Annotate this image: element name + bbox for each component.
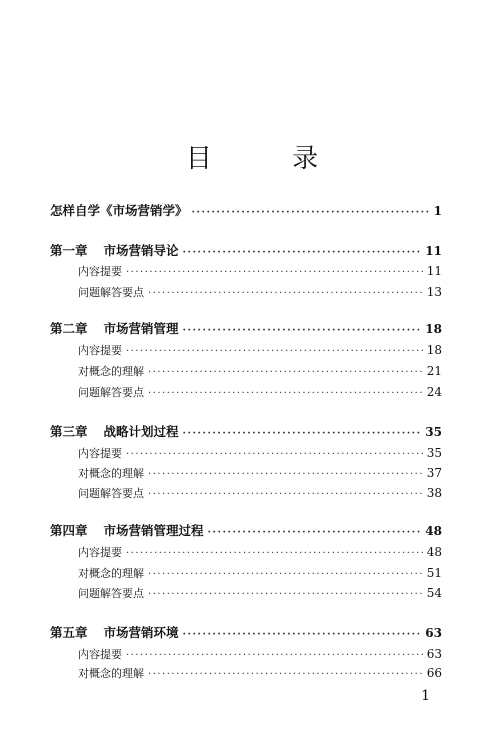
dot-leader <box>183 322 422 340</box>
toc-entry-label: 问题解答要点 <box>78 286 144 299</box>
toc-entry-page: 37 <box>426 466 442 480</box>
toc-entry-page: 18 <box>425 322 442 336</box>
toc-subentry[interactable] <box>78 283 442 301</box>
toc-entry-label: 问题解答要点 <box>78 386 144 399</box>
dot-leader <box>183 626 422 644</box>
toc-chapter-4[interactable] <box>50 522 442 540</box>
dot-leader <box>148 285 423 303</box>
toc-entry-label: 问题解答要点 <box>78 587 144 600</box>
toc-entry-page: 48 <box>425 524 442 538</box>
dot-leader <box>126 647 423 665</box>
toc-subentry[interactable] <box>78 584 442 602</box>
toc-subentry[interactable] <box>78 444 442 462</box>
toc-entry-label: 问题解答要点 <box>78 487 144 500</box>
toc-entry-intro[interactable] <box>50 202 442 220</box>
toc-chapter-1[interactable] <box>50 242 442 260</box>
toc-subentry[interactable] <box>78 341 442 359</box>
dot-leader <box>126 545 423 563</box>
dot-leader <box>148 364 423 382</box>
chapter-number: 第五章 <box>50 625 88 640</box>
toc-entry-page: 11 <box>426 264 442 278</box>
page-title: 目 录 <box>185 144 355 174</box>
chapter-number: 第一章 <box>50 243 88 258</box>
dot-leader <box>192 204 430 222</box>
dot-leader <box>148 586 423 604</box>
dot-leader <box>126 264 423 282</box>
chapter-title: 市场营销导论 <box>103 243 179 258</box>
toc-entry-label: 内容提要 <box>78 344 122 357</box>
toc-subentry[interactable] <box>78 362 442 380</box>
toc-entry-label: 对概念的理解 <box>78 567 144 580</box>
toc-entry-page: 38 <box>426 486 442 500</box>
chapter-number: 第四章 <box>50 523 88 538</box>
dot-leader <box>148 486 423 504</box>
toc-entry-page: 13 <box>426 285 442 299</box>
toc-entry-page: 24 <box>426 385 442 399</box>
dot-leader <box>148 466 423 484</box>
toc-chapter-2[interactable] <box>50 320 442 338</box>
toc-subentry[interactable] <box>78 484 442 502</box>
toc-subentry[interactable] <box>78 464 442 482</box>
toc-entry-page: 63 <box>426 647 442 661</box>
dot-leader <box>148 566 423 584</box>
dot-leader <box>148 666 423 684</box>
toc-subentry[interactable] <box>78 383 442 401</box>
toc-entry-page: 21 <box>426 364 442 378</box>
chapter-number: 第二章 <box>50 321 88 336</box>
toc-subentry[interactable] <box>78 543 442 561</box>
toc-subentry[interactable] <box>78 664 442 682</box>
toc-entry-label: 内容提要 <box>78 447 122 460</box>
chapter-title: 市场营销管理 <box>103 321 179 336</box>
dot-leader <box>148 385 423 403</box>
chapter-title: 市场营销环境 <box>103 625 179 640</box>
toc-entry-page: 51 <box>426 566 442 580</box>
toc-chapter-3[interactable] <box>50 423 442 441</box>
chapter-title: 战略计划过程 <box>103 424 179 439</box>
dot-leader <box>183 425 422 443</box>
chapter-number: 第三章 <box>50 424 88 439</box>
dot-leader <box>126 446 423 464</box>
toc-entry-page: 48 <box>426 545 442 559</box>
toc-entry-label: 内容提要 <box>78 648 122 661</box>
toc-entry-label: 对概念的理解 <box>78 365 144 378</box>
toc-entry-label: 对概念的理解 <box>78 467 144 480</box>
toc-entry-page: 35 <box>426 446 442 460</box>
toc-entry-label: 怎样自学《市场营销学》 <box>50 203 188 218</box>
toc-entry-page: 35 <box>425 425 442 439</box>
toc-subentry[interactable] <box>78 262 442 280</box>
toc-entry-page: 18 <box>426 343 442 357</box>
dot-leader <box>126 343 423 361</box>
toc-entry-page: 54 <box>426 586 442 600</box>
toc-entry-page: 63 <box>425 626 442 640</box>
toc-entry-page: 1 <box>433 204 442 218</box>
toc-entry-page: 66 <box>426 666 442 680</box>
dot-leader <box>183 244 422 262</box>
toc-entry-label: 内容提要 <box>78 546 122 559</box>
chapter-title: 市场营销管理过程 <box>103 523 204 538</box>
toc-entry-label: 对概念的理解 <box>78 667 144 680</box>
toc-subentry[interactable] <box>78 645 442 663</box>
toc-entry-label: 内容提要 <box>78 265 122 278</box>
toc-subentry[interactable] <box>78 564 442 582</box>
toc-chapter-5[interactable] <box>50 624 442 642</box>
toc-entry-page: 11 <box>425 244 442 258</box>
page-number: 1 <box>421 688 430 704</box>
dot-leader <box>208 524 422 542</box>
